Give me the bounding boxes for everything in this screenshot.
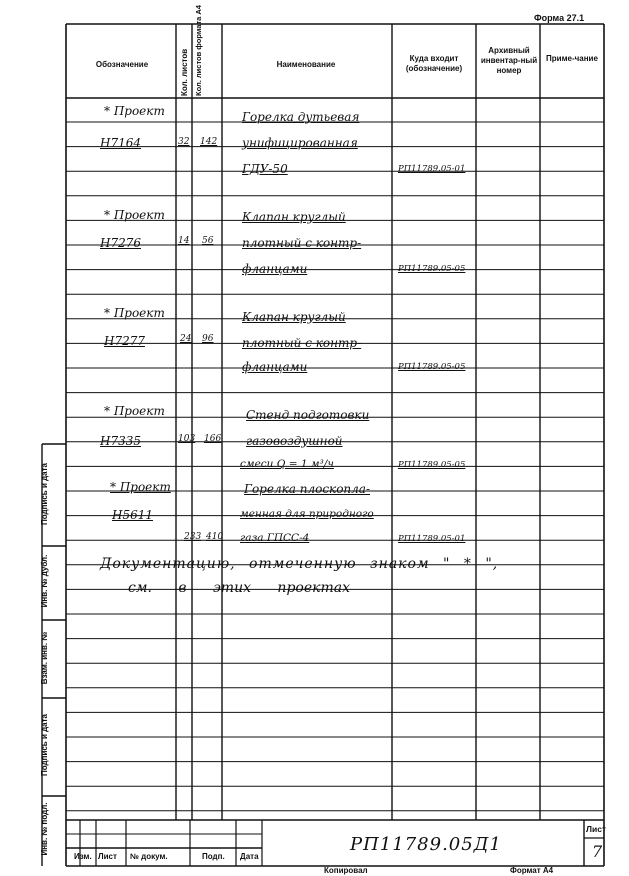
- entry-1-code: Н7164: [100, 136, 142, 150]
- entry-1-where-used: РП11789.05-01: [398, 164, 466, 174]
- entry-4-name-line-3: смеси Q = 1 м³/ч: [240, 458, 334, 470]
- entry-4-where-used: РП11789.05-05: [398, 460, 466, 470]
- entry-4-sheets: 103: [178, 434, 196, 444]
- header-sheets-a4: Кол. листов формата А4: [194, 5, 203, 96]
- stamp-doc-no: № докум.: [130, 852, 168, 861]
- entry-1-name-line-3: ГДУ-50: [242, 162, 288, 176]
- stamp-izm: Изм.: [74, 852, 92, 861]
- side-sign-date-top: Подпись и дата: [40, 463, 49, 525]
- header-designation: Обозначение: [95, 60, 149, 69]
- note-line-2: см. в этих проектах: [128, 580, 350, 596]
- stamp-date: Дата: [240, 852, 259, 861]
- entry-3-name-line-1: Клапан круглый: [242, 310, 346, 324]
- entry-4-sheets-a4: 166: [204, 434, 222, 444]
- entry-5-sheets-a4: 410: [206, 532, 224, 542]
- footer-copied: Копировал: [324, 866, 368, 875]
- entry-5-sheets: 233: [184, 532, 202, 542]
- side-sign-date-bottom: Подпись и дата: [40, 714, 49, 776]
- entry-5-name-line-3: газа ГПСС-4: [240, 532, 310, 544]
- entry-5-name-line-2: менная для природного: [240, 508, 374, 520]
- entry-1-name-line-1: Горелка дутьевая: [242, 110, 360, 124]
- stamp-sign: Подп.: [202, 852, 225, 861]
- entry-1-name-line-2: унифицированная: [242, 136, 358, 150]
- entry-3-code: Н7277: [104, 334, 146, 348]
- entry-2-where-used: РП11789.05-05: [398, 264, 466, 274]
- entry-5-mark: * Проект: [110, 480, 171, 494]
- side-inv-orig: Инв. № подл.: [40, 802, 49, 856]
- sheet-label: Лист: [586, 824, 607, 834]
- form-label: Форма 27.1: [534, 13, 585, 23]
- entry-3-sheets: 24: [180, 334, 192, 344]
- entry-1-mark: * Проект: [104, 104, 165, 118]
- entry-2-sheets-a4: 56: [202, 236, 214, 246]
- entry-5-name-line-1: Горелка плоскопла-: [244, 482, 371, 496]
- doc-code: РП11789.05Д1: [350, 834, 502, 855]
- entry-1-sheets-a4: 142: [200, 137, 218, 147]
- entry-2-mark: * Проект: [104, 208, 165, 222]
- header-sheets-count: Кол. листов: [180, 48, 189, 96]
- note-line-1: Документацию, отмеченную знаком " * ",: [100, 556, 499, 572]
- entry-5-where-used: РП11789.05-01: [398, 534, 466, 544]
- header-name: Наименование: [276, 60, 336, 69]
- entry-3-name-line-2: плотный с контр-: [242, 336, 362, 350]
- entry-1-sheets: 32: [178, 137, 190, 147]
- header-archive-no: Архивный инвентар-ный номер: [480, 46, 538, 75]
- side-exch-inv: Взам. инв. №: [40, 631, 49, 685]
- entry-3-sheets-a4: 96: [202, 334, 214, 344]
- entry-4-code: Н7335: [100, 434, 142, 448]
- entry-3-where-used: РП11789.05-05: [398, 362, 466, 372]
- stamp-list: Лист: [98, 852, 117, 861]
- sheet-number: 7: [592, 842, 603, 861]
- side-inv-dup: Инв. № дубл.: [40, 554, 49, 608]
- entry-2-name-line-1: Клапан круглый: [242, 210, 346, 224]
- entry-2-name-line-2: плотный с контр-: [242, 236, 362, 250]
- entry-2-code: Н7276: [100, 236, 142, 250]
- entry-4-name-line-1: Стенд подготовки: [246, 408, 370, 422]
- header-where-used: Куда входит (обозначение): [405, 54, 463, 73]
- entry-2-sheets: 14: [178, 236, 190, 246]
- entry-5-code: Н5611: [112, 508, 154, 522]
- footer-format: Формат А4: [510, 866, 554, 875]
- header-note: Приме-чание: [546, 54, 598, 63]
- entry-3-mark: * Проект: [104, 306, 165, 320]
- entry-4-name-line-2: газовоздушной: [246, 434, 343, 448]
- entry-3-name-line-3: фланцами: [242, 360, 308, 374]
- entry-2-name-line-3: фланцами: [242, 262, 308, 276]
- entry-4-mark: * Проект: [104, 404, 165, 418]
